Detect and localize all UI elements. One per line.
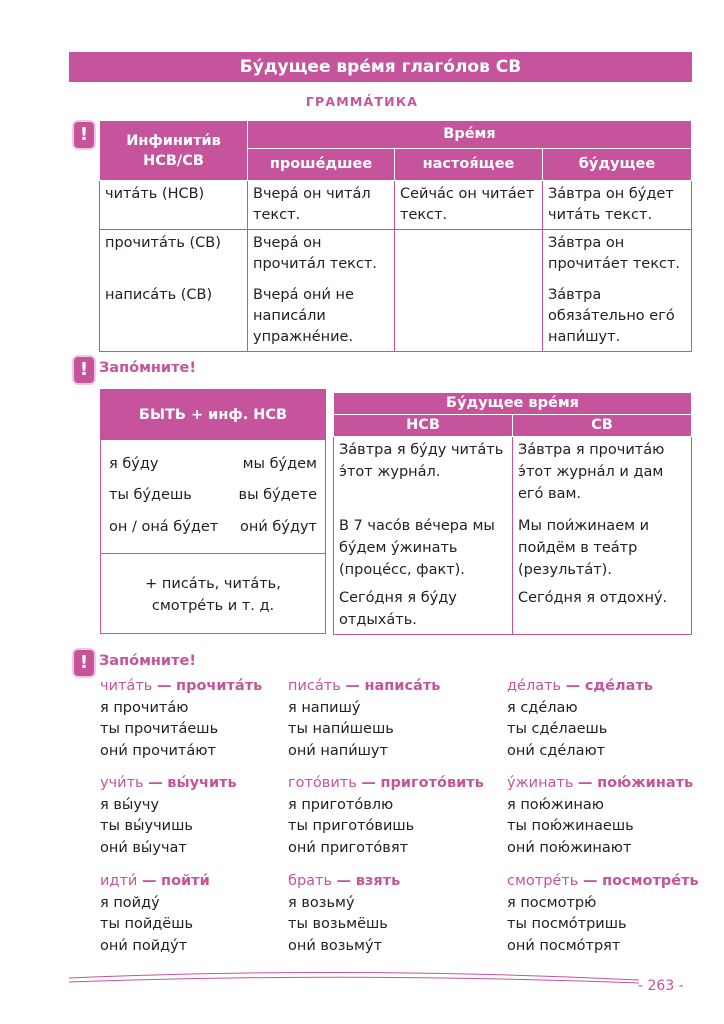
verb-form: ты возьмёшь	[288, 916, 388, 932]
cell-nsv: За́втра я бу́ду чита́ть э́тот журна́л.	[334, 437, 513, 513]
exclamation-icon: !	[74, 650, 94, 676]
verb-form: я пойду́	[100, 894, 160, 911]
dash: —	[156, 678, 172, 694]
verb-sv: пригото́вить	[380, 775, 484, 791]
verb-sv: сде́лать	[584, 678, 653, 694]
cell-past: Вчера́ они́ не написа́ли упражне́ние.	[248, 282, 395, 352]
conjugation-row	[109, 519, 317, 535]
footer-line: + писа́ть, чита́ть,	[145, 576, 281, 592]
cell-future: За́втра он бу́дет чита́ть текст.	[543, 181, 692, 230]
verb-form: ты посмо́тришь	[507, 916, 627, 932]
verb-form: они́ напи́шут	[288, 742, 388, 759]
conjugation-row	[109, 487, 317, 503]
verb-pair	[507, 676, 653, 762]
verb-nsv: учи́ть	[100, 775, 144, 791]
verb-form: ты напи́шешь	[288, 721, 394, 737]
form-left: ты бу́дешь	[109, 487, 192, 503]
verb-pair	[288, 773, 484, 859]
cell-sv: Мы пои́жинаем и пойдём в теа́тр (результа́т).	[513, 513, 692, 585]
verb-nsv: брать	[288, 873, 333, 889]
verb-pair	[100, 871, 210, 957]
verb-pair-head	[288, 773, 484, 795]
verb-form: они́ сде́лают	[507, 742, 606, 759]
verb-form: они́ пойду́т	[100, 937, 188, 954]
form-right: они́ бу́дут	[240, 519, 317, 535]
dash: —	[578, 775, 593, 791]
verb-form: ты пойдёшь	[100, 916, 194, 932]
verb-pair-head	[288, 871, 400, 893]
form-right: вы бу́дете	[238, 487, 317, 503]
cell-present-empty	[395, 230, 543, 352]
verb-form: я напишу́	[288, 699, 361, 716]
divider	[101, 553, 325, 554]
verb-form: я прочита́ю	[100, 699, 189, 716]
verb-form: я возьму́	[288, 894, 355, 911]
verb-pair-head	[507, 676, 653, 698]
verb-sv: написа́ть	[364, 678, 441, 694]
verb-sv: вы́учить	[167, 775, 237, 791]
cell-sv: За́втра я прочита́ю э́тот журна́л и дам его́ вам.	[513, 437, 692, 513]
dash: —	[336, 873, 352, 889]
footer-line: смотре́ть и т. д.	[151, 598, 275, 614]
header-time: Вре́мя	[248, 121, 692, 149]
exclamation-icon: !	[74, 122, 94, 148]
verb-form: ты вы́учишь	[100, 818, 193, 834]
col-sv: СВ	[513, 415, 692, 437]
header-future: бу́дущее	[543, 149, 692, 181]
verb-form: я пригото́влю	[288, 796, 394, 813]
verb-form: я сде́лаю	[507, 699, 578, 716]
verb-nsv: идти́	[100, 873, 138, 889]
footer-swoosh	[69, 966, 639, 988]
dash: —	[565, 678, 581, 694]
verb-form: ты пригото́вишь	[288, 818, 415, 834]
page-number: - 263 -	[638, 978, 684, 994]
verb-form: они́ пою́жинают	[507, 839, 632, 856]
verb-form: ты прочита́ешь	[100, 721, 219, 737]
cell-infinitive: написа́ть (СВ)	[100, 282, 248, 352]
col-nsv: НСВ	[334, 415, 513, 437]
verb-form: они́ пригото́вят	[288, 839, 409, 856]
header-present: настоя́щее	[395, 149, 543, 181]
cell-nsv: В 7 часо́в ве́чера мы бу́дем у́жинать (проце́сс, факт).	[334, 513, 513, 585]
verb-form: я вы́учу	[100, 796, 160, 813]
cell-present: Сейча́с он чита́ет текст.	[395, 181, 543, 230]
header-infinitive: Инфинити́в НСВ/СВ	[100, 121, 248, 181]
form-left: я бу́ду	[109, 456, 159, 472]
verb-form: они́ посмо́трят	[507, 937, 621, 954]
verb-pair-head	[507, 773, 693, 795]
verb-sv: посмотре́ть	[602, 873, 699, 889]
verb-pair	[507, 773, 693, 859]
conjugation-row	[109, 456, 317, 472]
verb-sv: пою́жинать	[597, 775, 694, 791]
exclamation-icon: !	[74, 357, 94, 383]
dash: —	[361, 775, 376, 791]
cell-future: За́втра он прочита́ет текст.	[543, 230, 692, 282]
verb-pair-head	[100, 871, 210, 893]
dash: —	[345, 678, 360, 694]
verb-nsv: писа́ть	[288, 678, 341, 694]
verb-pair-head	[100, 773, 237, 795]
future-table-title: Бу́дущее вре́мя	[334, 393, 692, 415]
dash: —	[141, 873, 157, 889]
cell-nsv: Сего́дня я бу́ду отдыха́ть.	[334, 585, 513, 635]
remember-label: Запо́мните!	[99, 653, 196, 669]
verb-pair-head	[288, 676, 440, 698]
future-table	[333, 392, 692, 635]
dash: —	[148, 775, 163, 791]
byt-header: БЫТЬ + инф. НСВ	[101, 390, 325, 440]
form-left: он / она́ бу́дет	[109, 519, 219, 535]
verb-nsv: у́жинать	[507, 775, 574, 791]
verb-nsv: смотре́ть	[507, 873, 579, 889]
verb-pair	[100, 773, 237, 859]
verb-sv: прочита́ть	[176, 678, 263, 694]
verb-pair-head	[507, 871, 699, 893]
verb-pair	[100, 676, 262, 762]
form-right: мы бу́дем	[242, 456, 317, 472]
page-title: Бу́дущее вре́мя глаго́лов СВ	[69, 52, 692, 82]
byt-box	[100, 389, 326, 634]
verb-nsv: чита́ть	[100, 678, 153, 694]
remember-label: Запо́мните!	[99, 360, 196, 376]
verb-nsv: де́лать	[507, 678, 562, 694]
byt-footer	[101, 573, 325, 617]
verb-pair-head	[100, 676, 262, 698]
cell-sv: Сего́дня я отдохну́.	[513, 585, 692, 635]
cell-infinitive: прочита́ть (СВ)	[100, 230, 248, 282]
verb-nsv: гото́вить	[288, 775, 357, 791]
header-past: проше́дшее	[248, 149, 395, 181]
verb-pair	[288, 676, 440, 762]
cell-past: Вчера́ он прочита́л текст.	[248, 230, 395, 282]
verb-pair	[288, 871, 400, 957]
verb-form: они́ прочита́ют	[100, 742, 216, 759]
cell-future: За́втра обяза́тельно его́ напи́шут.	[543, 282, 692, 352]
verb-form: ты пою́жинаешь	[507, 818, 634, 834]
section-label: ГРАММА́ТИКА	[305, 94, 419, 109]
verb-pair	[507, 871, 699, 957]
verb-form: они́ вы́учат	[100, 839, 187, 856]
dash: —	[582, 873, 598, 889]
verb-form: я посмотрю́	[507, 894, 597, 911]
verb-sv: пойти́	[161, 873, 210, 889]
verb-sv: взять	[355, 873, 401, 889]
verb-form: ты сде́лаешь	[507, 721, 608, 737]
grammar-table	[99, 120, 692, 352]
cell-past: Вчера́ он чита́л текст.	[248, 181, 395, 230]
verb-form: они́ возьму́т	[288, 937, 383, 954]
verb-form: я пою́жинаю	[507, 796, 604, 813]
cell-infinitive: чита́ть (НСВ)	[100, 181, 248, 230]
